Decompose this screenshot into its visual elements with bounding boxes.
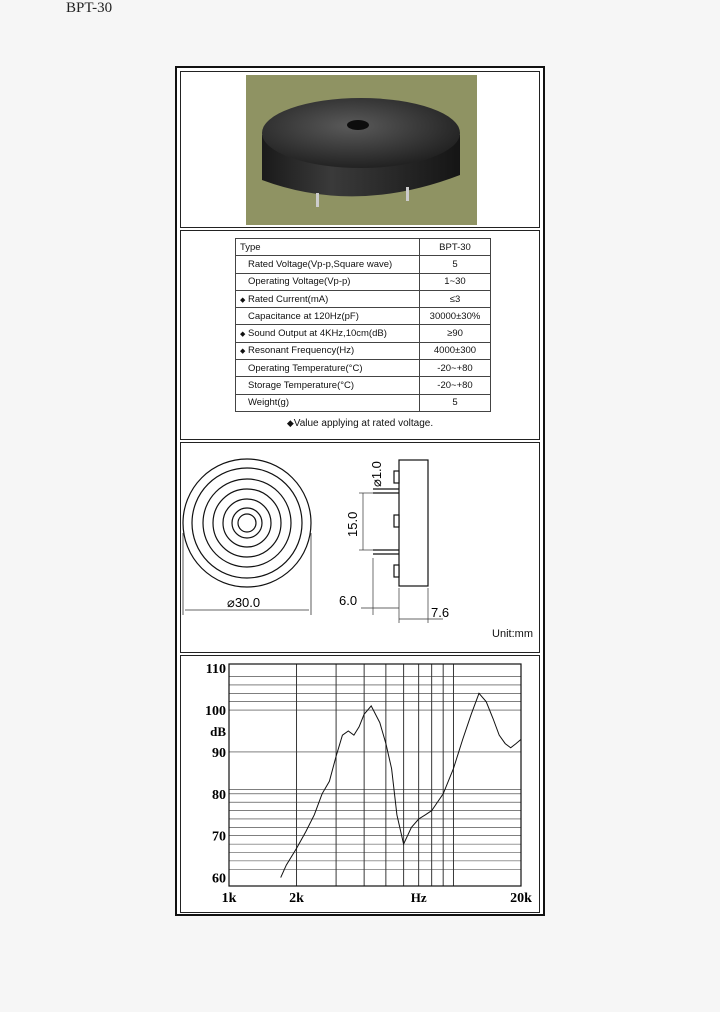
row-value: 5 — [420, 394, 491, 411]
row-value: 4000±300 — [420, 342, 491, 359]
y-tick-label: 60 — [212, 871, 226, 887]
table-row — [236, 256, 491, 273]
y-tick-label: 90 — [212, 745, 226, 761]
table-row — [236, 394, 491, 411]
y-tick-label: 80 — [212, 787, 226, 803]
spec-note — [181, 418, 539, 429]
header-label: Type — [236, 239, 420, 256]
spec-table-panel — [180, 230, 540, 440]
row-label-text: Operating Voltage(Vp-p) — [248, 276, 351, 288]
frequency-response-panel — [180, 655, 540, 913]
y-axis-label: dB — [210, 724, 226, 740]
table-row — [236, 325, 491, 342]
pin-length-label: 6.0 — [339, 593, 358, 608]
pin-diameter-label: ⌀1.0 — [369, 461, 384, 487]
y-tick-label: 110 — [205, 662, 226, 678]
table-row — [236, 290, 491, 307]
diamond-icon: ◆ — [240, 348, 246, 356]
row-value: 30000±30% — [420, 308, 491, 325]
frequency-response-chart — [181, 656, 543, 912]
note-text: Value applying at rated voltage. — [293, 418, 434, 429]
buzzer-photo — [246, 75, 477, 225]
row-value: 5 — [420, 256, 491, 273]
row-value: -20~+80 — [420, 360, 491, 377]
row-label-text: Operating Temperature(°C) — [248, 362, 363, 374]
table-row — [236, 360, 491, 377]
product-photo-panel — [180, 71, 540, 228]
front-view-drawing — [183, 459, 311, 587]
row-value: -20~+80 — [420, 377, 491, 394]
row-label — [236, 290, 420, 307]
y-tick-label: 100 — [205, 704, 226, 720]
row-label — [236, 325, 420, 342]
row-label — [236, 342, 420, 359]
series-line — [281, 693, 521, 877]
table-row — [236, 308, 491, 325]
x-tick-label: 20k — [510, 891, 532, 906]
row-label-text: Storage Temperature(°C) — [248, 380, 355, 392]
table-row — [236, 342, 491, 359]
row-label — [236, 308, 420, 325]
row-label-text: Rated Current(mA) — [248, 293, 329, 305]
document-title: BPT-30 — [66, 0, 113, 16]
pin-spacing-label: 15.0 — [345, 511, 360, 537]
row-label — [236, 273, 420, 290]
diamond-icon: ◆ — [240, 296, 246, 304]
unit-label: Unit:mm — [492, 628, 533, 640]
diameter-label: ⌀30.0 — [227, 595, 261, 610]
header-value: BPT-30 — [420, 239, 491, 256]
x-tick-label: 2k — [289, 891, 304, 906]
row-value: ≥90 — [420, 325, 491, 342]
row-label-text: Rated Voltage(Vp-p,Square wave) — [248, 258, 393, 270]
dimension-drawing — [181, 443, 543, 652]
row-label — [236, 256, 420, 273]
row-value: 1~30 — [420, 273, 491, 290]
spec-table — [235, 238, 491, 412]
row-label-text: Weight(g) — [248, 397, 290, 409]
y-tick-label: 70 — [212, 829, 226, 845]
row-value: ≤3 — [420, 290, 491, 307]
row-label — [236, 360, 420, 377]
table-row — [236, 377, 491, 394]
diamond-icon: ◆ — [286, 418, 294, 428]
height-label: 7.6 — [431, 605, 450, 620]
row-label — [236, 394, 420, 411]
dimension-drawing-panel — [180, 442, 540, 653]
row-label — [236, 377, 420, 394]
row-label-text: Capacitance at 120Hz(pF) — [248, 310, 359, 322]
row-label-text: Resonant Frequency(Hz) — [248, 345, 355, 357]
row-label-text: Sound Output at 4KHz,10cm(dB) — [248, 328, 387, 340]
datasheet-frame — [175, 66, 545, 916]
diamond-icon: ◆ — [240, 331, 246, 339]
x-axis-label: Hz — [410, 890, 427, 905]
table-header-row — [236, 239, 491, 256]
x-tick-label: 1k — [221, 891, 237, 906]
table-row — [236, 273, 491, 290]
buzzer-photo-icon — [246, 75, 477, 225]
